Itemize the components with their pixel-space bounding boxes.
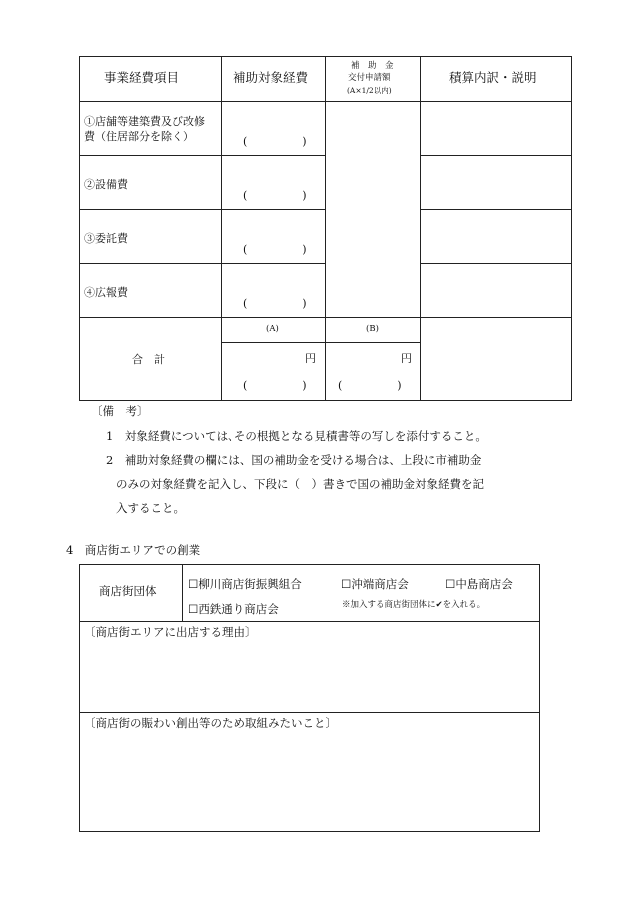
option-nishitetsu[interactable] [188,598,279,617]
row-label-construction-1: ①店舗等建築費及び改修 [84,115,205,128]
note-item-2-line1: 2 補助対象経費の欄には、国の補助金を受ける場合は、上段に市補助金 [106,453,482,467]
total-paren-a: ( ) [243,379,307,392]
checkbox-note: ※加入する商店街団体に✔を入れる。 [342,600,486,610]
checkbox-icon[interactable]: ☐ [341,577,352,591]
total-yen-b: 円 [401,352,412,365]
row-label-construction-2: 費（住居部分を除く） [84,130,194,143]
section4-title: 4 商店街エリアでの創業 [66,543,201,557]
row-paren-advertising: ( ) [243,297,307,310]
note-item-2-line3: 入すること。 [116,501,185,515]
note-item-1: 1 対象経費については､その根拠となる見積書等の写しを添付すること。 [106,429,487,443]
option-label-nakashima: 中島商店会 [455,577,513,591]
header-expense-item: 事業経費項目 [104,70,180,85]
checkbox-icon[interactable]: ☐ [445,577,456,591]
total-mark-b: (B) [366,324,379,334]
total-paren-b: ( ) [338,379,402,392]
notes-heading: 〔備 考〕 [91,404,149,418]
option-yanagawa[interactable] [188,573,302,592]
group-label: 商店街団体 [99,584,157,598]
header-subsidy-line2: 交付申請額 [348,73,391,83]
total-label: 合 計 [132,353,165,366]
option-label-nishitetsu: 西鉄通り商店会 [198,602,279,616]
row-label-equipment: ②設備費 [84,178,128,191]
header-subsidy-line3: (A×1/2以内) [347,86,392,95]
option-nakashima[interactable] [445,573,513,592]
checkbox-icon[interactable]: ☐ [188,602,199,616]
option-label-yanagawa: 柳川商店街振興組合 [198,577,302,591]
row-paren-construction: ( ) [243,135,307,148]
option-label-okinohata: 沖端商店会 [351,577,409,591]
effort-field[interactable] [82,736,537,828]
total-mark-a: (A) [266,324,279,334]
reason-field[interactable] [82,645,537,709]
reason-label: 〔商店街エリアに出店する理由〕 [84,625,257,639]
header-subsidy-line1: 補 助 金 [351,61,394,71]
checkbox-icon[interactable]: ☐ [188,577,199,591]
option-okinohata[interactable] [341,573,409,592]
row-label-consignment: ③委託費 [84,232,128,245]
header-breakdown: 積算内訳・説明 [449,70,537,85]
row-paren-consignment: ( ) [243,243,307,256]
header-eligible-cost: 補助対象経費 [233,70,309,85]
row-label-advertising: ④広報費 [84,286,128,299]
row-paren-equipment: ( ) [243,189,307,202]
note-item-2-line2: のみの対象経費を記入し、下段に（ ）書きで国の補助金対象経費を記 [116,477,484,491]
effort-label: 〔商店街の賑わい創出等のため取組みたいこと〕 [84,716,337,730]
total-yen-a: 円 [305,352,316,365]
